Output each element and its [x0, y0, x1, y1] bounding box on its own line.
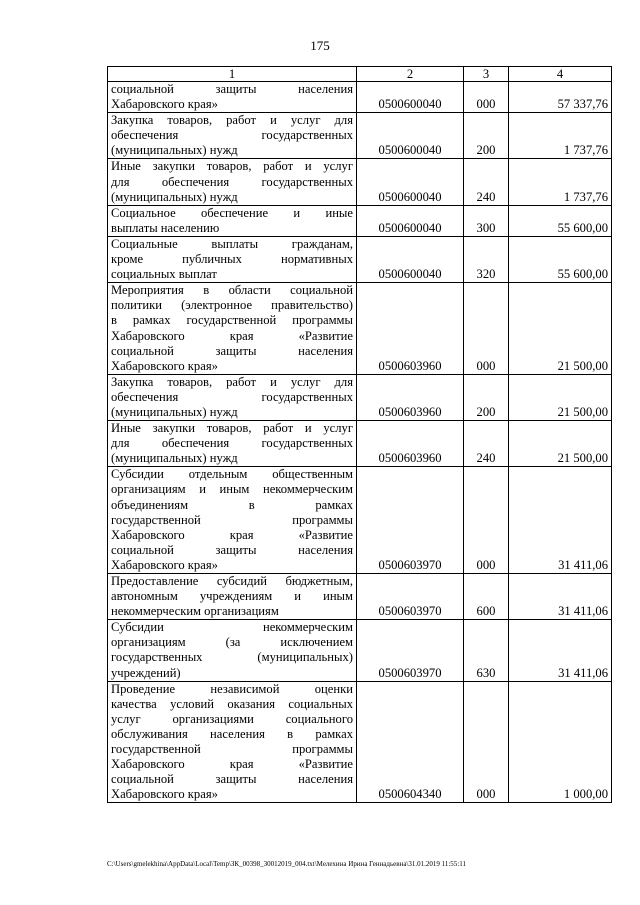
description-line: социальной защиты населения: [111, 542, 353, 557]
description-line: социальной защиты населения: [111, 343, 353, 358]
description-line: для обеспечения государственных: [111, 174, 353, 189]
description-line: Закупка товаров, работ и услуг для: [111, 374, 353, 389]
description-line: Проведение независимой оценки: [111, 681, 353, 696]
row-description: [108, 236, 357, 282]
row-target-code: 0500603970: [357, 574, 464, 620]
row-expense-type: 000: [464, 283, 509, 375]
description-line: в рамках государственной программы: [111, 313, 353, 328]
row-description: [108, 113, 357, 159]
file-path-footer: C:\Users\gmelekhina\AppData\Local\Temp\ЗК_00398_30012019_004.txt\Мелехина Ирина Геннадьевна\31.01.2019 11:55:11: [107, 860, 466, 868]
description-line: Субсидии некоммерческим: [111, 620, 353, 635]
description-line: политики (электронное правительство): [111, 298, 353, 313]
description-line: учреждений): [111, 665, 181, 680]
row-expense-type: 200: [464, 374, 509, 420]
row-description: [108, 159, 357, 205]
table-header-row: [108, 67, 612, 82]
budget-table: [107, 66, 612, 803]
row-amount: 21 500,00: [509, 421, 612, 467]
description-line: обеспечения государственных: [111, 389, 353, 404]
row-amount: 1 737,76: [509, 113, 612, 159]
row-amount: 31 411,06: [509, 467, 612, 574]
row-amount: 31 411,06: [509, 620, 612, 681]
description-line: для обеспечения государственных: [111, 436, 353, 451]
row-description: [108, 467, 357, 574]
column-header-3: 3: [464, 67, 509, 82]
row-amount: 21 500,00: [509, 374, 612, 420]
table-row: [108, 374, 612, 420]
description-line: государственных (муниципальных): [111, 650, 353, 665]
row-description: [108, 620, 357, 681]
description-line: объединениям в рамках: [111, 497, 353, 512]
row-amount: 1 000,00: [509, 681, 612, 803]
description-line: обслуживания населения в рамках: [111, 726, 353, 741]
row-target-code: 0500603960: [357, 283, 464, 375]
row-target-code: 0500600040: [357, 205, 464, 236]
table-row: [108, 421, 612, 467]
row-amount: 55 600,00: [509, 236, 612, 282]
row-description: [108, 82, 357, 113]
page-number: 175: [310, 38, 330, 53]
table-row: [108, 620, 612, 681]
row-target-code: 0500600040: [357, 113, 464, 159]
description-line: Социальное обеспечение и иные: [111, 205, 353, 220]
description-line: Хабаровского края»: [111, 97, 218, 112]
description-line: автономным учреждениям и иным: [111, 589, 353, 604]
description-line: организациям (за исключением: [111, 635, 353, 650]
row-target-code: 0500603960: [357, 374, 464, 420]
description-line: Хабаровского края»: [111, 557, 218, 572]
description-line: Социальные выплаты гражданам,: [111, 236, 353, 251]
row-expense-type: 320: [464, 236, 509, 282]
description-line: социальных выплат: [111, 267, 217, 282]
description-line: Хабаровского края «Развитие: [111, 328, 353, 343]
description-line: Хабаровского края «Развитие: [111, 757, 353, 772]
description-line: услуг организациями социального: [111, 711, 353, 726]
row-description: [108, 681, 357, 803]
description-line: Хабаровского края «Развитие: [111, 527, 353, 542]
description-line: (муниципальных) нужд: [111, 404, 238, 419]
row-amount: 21 500,00: [509, 283, 612, 375]
table-row: [108, 82, 612, 113]
description-line: некоммерческим организациям: [111, 604, 279, 619]
description-line: (муниципальных) нужд: [111, 143, 238, 158]
row-target-code: 0500600040: [357, 236, 464, 282]
row-amount: 57 337,76: [509, 82, 612, 113]
table-row: [108, 467, 612, 574]
table-row: [108, 205, 612, 236]
description-line: государственной программы: [111, 742, 353, 757]
row-expense-type: 630: [464, 620, 509, 681]
table-row: [108, 236, 612, 282]
row-expense-type: 200: [464, 113, 509, 159]
column-header-1: 1: [108, 67, 357, 82]
row-target-code: 0500603970: [357, 467, 464, 574]
table-row: [108, 283, 612, 375]
description-line: Иные закупки товаров, работ и услуг: [111, 421, 353, 436]
row-target-code: 0500603970: [357, 620, 464, 681]
description-line: выплаты населению: [111, 220, 220, 235]
row-description: [108, 374, 357, 420]
row-expense-type: 000: [464, 467, 509, 574]
description-line: государственной программы: [111, 512, 353, 527]
row-description: [108, 283, 357, 375]
row-description: [108, 205, 357, 236]
row-expense-type: 240: [464, 421, 509, 467]
description-line: (муниципальных) нужд: [111, 451, 238, 466]
description-line: Закупка товаров, работ и услуг для: [111, 113, 353, 128]
row-expense-type: 000: [464, 82, 509, 113]
column-header-2: 2: [357, 67, 464, 82]
description-line: кроме публичных нормативных: [111, 252, 353, 267]
description-line: социальной защиты населения: [111, 772, 353, 787]
row-target-code: 0500603960: [357, 421, 464, 467]
row-target-code: 0500604340: [357, 681, 464, 803]
description-line: Предоставление субсидий бюджетным,: [111, 574, 353, 588]
description-line: Мероприятия в области социальной: [111, 283, 353, 298]
row-target-code: 0500600040: [357, 82, 464, 113]
table-row: [108, 681, 612, 803]
row-expense-type: 240: [464, 159, 509, 205]
table-row: [108, 113, 612, 159]
row-target-code: 0500600040: [357, 159, 464, 205]
column-header-4: 4: [509, 67, 612, 82]
table-row: [108, 574, 612, 620]
description-line: обеспечения государственных: [111, 128, 353, 143]
row-amount: 1 737,76: [509, 159, 612, 205]
description-line: качества условий оказания социальных: [111, 696, 353, 711]
description-line: Хабаровского края»: [111, 787, 218, 802]
description-line: Хабаровского края»: [111, 358, 218, 373]
row-description: [108, 421, 357, 467]
table-body: [108, 82, 612, 803]
description-line: Иные закупки товаров, работ и услуг: [111, 159, 353, 174]
row-expense-type: 000: [464, 681, 509, 803]
description-line: организациям и иным некоммерческим: [111, 482, 353, 497]
row-amount: 31 411,06: [509, 574, 612, 620]
row-description: [108, 574, 357, 620]
row-amount: 55 600,00: [509, 205, 612, 236]
description-line: (муниципальных) нужд: [111, 189, 238, 204]
table-row: [108, 159, 612, 205]
row-expense-type: 300: [464, 205, 509, 236]
row-expense-type: 600: [464, 574, 509, 620]
description-line: Субсидии отдельным общественным: [111, 467, 353, 482]
description-line: социальной защиты населения: [111, 82, 353, 96]
